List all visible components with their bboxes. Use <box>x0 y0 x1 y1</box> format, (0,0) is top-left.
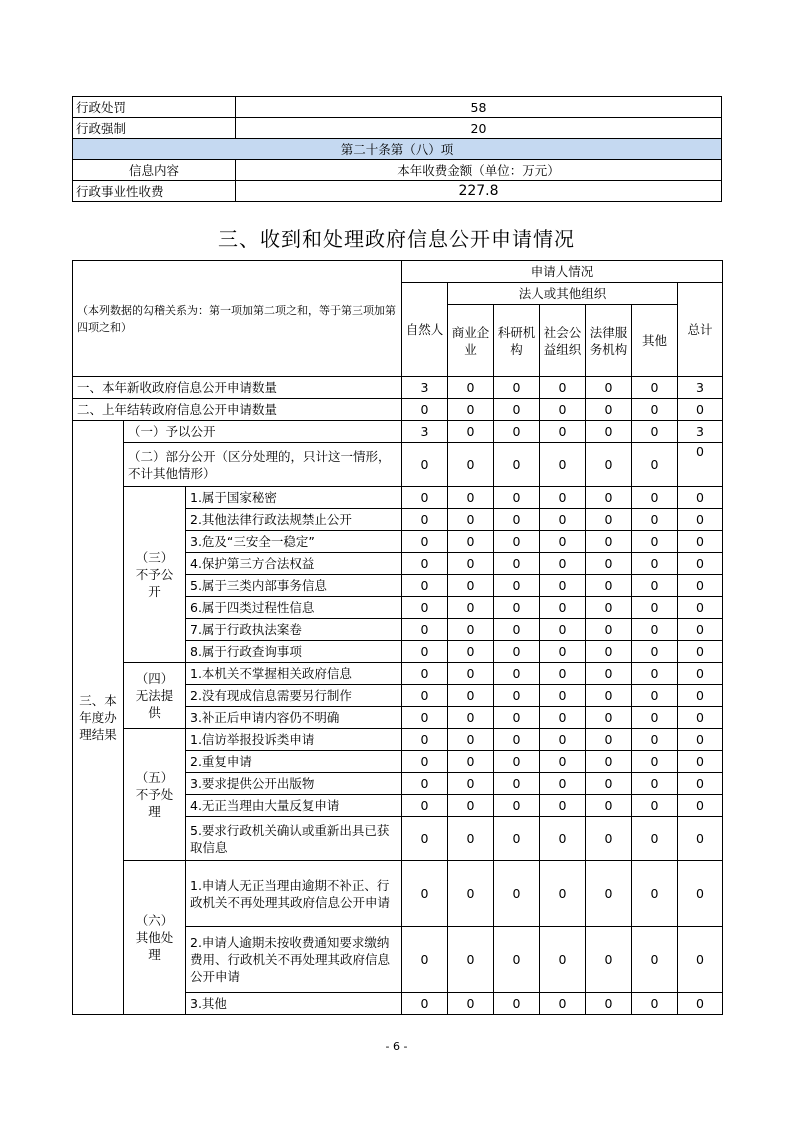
value-cell: 0 <box>540 927 586 993</box>
value-cell: 0 <box>540 641 586 663</box>
col-research: 科研机构 <box>494 305 540 377</box>
page-number: - 6 - <box>385 1040 408 1053</box>
value-cell: 0 <box>402 531 448 553</box>
value-cell: 0 <box>678 619 723 641</box>
value-cell: 0 <box>402 509 448 531</box>
col-legal: 法律服务机构 <box>586 305 632 377</box>
table-row <box>73 97 722 118</box>
value-cell: 0 <box>448 663 494 685</box>
value-cell: 0 <box>494 927 540 993</box>
row-label: 5.要求行政机关确认或重新出具已获取信息 <box>186 817 402 861</box>
value-cell: 0 <box>494 421 540 443</box>
header-label: 信息内容 <box>73 160 236 181</box>
value-cell: 0 <box>678 817 723 861</box>
group-label: （三）不予公开 <box>124 487 186 663</box>
row-label: 3.补正后申请内容仍不明确 <box>186 707 402 729</box>
value-cell: 0 <box>678 597 723 619</box>
value-cell: 3 <box>678 421 723 443</box>
row-label: 2.重复申请 <box>186 751 402 773</box>
value-cell: 0 <box>494 751 540 773</box>
value-cell: 0 <box>494 773 540 795</box>
value-cell: 0 <box>494 619 540 641</box>
value-cell: 0 <box>632 641 678 663</box>
value-cell: 0 <box>494 685 540 707</box>
value-cell: 0 <box>540 729 586 751</box>
value-cell: 0 <box>448 509 494 531</box>
value-cell: 0 <box>494 399 540 421</box>
value-cell: 0 <box>448 795 494 817</box>
row-label: 行政处罚 <box>73 97 236 118</box>
value-cell: 0 <box>632 729 678 751</box>
value-cell: 0 <box>448 531 494 553</box>
value-cell: 0 <box>448 751 494 773</box>
value-cell: 0 <box>678 795 723 817</box>
value-cell: 3 <box>402 421 448 443</box>
value-cell: 0 <box>540 443 586 487</box>
value-cell: 0 <box>586 575 632 597</box>
value-cell: 0 <box>402 553 448 575</box>
value-cell: 0 <box>586 773 632 795</box>
value-cell: 0 <box>540 773 586 795</box>
value-cell: 0 <box>494 487 540 509</box>
header-row <box>73 261 723 283</box>
value-cell: 0 <box>448 399 494 421</box>
value-cell: 0 <box>586 531 632 553</box>
value-cell: 0 <box>586 707 632 729</box>
value-cell: 0 <box>632 509 678 531</box>
value-cell: 0 <box>402 751 448 773</box>
value-cell: 0 <box>494 707 540 729</box>
value-cell: 0 <box>540 399 586 421</box>
value-cell: 0 <box>448 861 494 927</box>
value-cell: 0 <box>586 443 632 487</box>
value-cell: 0 <box>586 685 632 707</box>
value-cell: 0 <box>402 619 448 641</box>
value-cell: 0 <box>586 663 632 685</box>
value-cell: 0 <box>448 707 494 729</box>
col-total: 总计 <box>678 283 723 377</box>
row-label: 7.属于行政执法案卷 <box>186 619 402 641</box>
value-cell: 0 <box>448 443 494 487</box>
value-cell: 0 <box>678 509 723 531</box>
value-cell: 0 <box>678 751 723 773</box>
value-cell: 0 <box>586 421 632 443</box>
value-cell: 0 <box>632 487 678 509</box>
value-cell: 0 <box>402 663 448 685</box>
value-cell: 0 <box>402 399 448 421</box>
value-cell: 0 <box>540 707 586 729</box>
section-header-row <box>73 139 722 160</box>
value-cell: 0 <box>586 487 632 509</box>
row-label: 5.属于三类内部事务信息 <box>186 575 402 597</box>
row-label: 行政强制 <box>73 118 236 139</box>
table-row <box>73 399 723 421</box>
value-cell: 0 <box>402 597 448 619</box>
value-cell: 0 <box>448 773 494 795</box>
value-cell: 0 <box>586 553 632 575</box>
group-label: （四）无法提供 <box>124 663 186 729</box>
table-row <box>73 443 723 487</box>
row-label: 二、上年结转政府信息公开申请数量 <box>73 399 402 421</box>
value-cell: 0 <box>632 993 678 1015</box>
value-cell: 0 <box>678 641 723 663</box>
value-cell: 0 <box>540 795 586 817</box>
row-label: 1.申请人无正当理由逾期不补正、行政机关不再处理其政府信息公开申请 <box>186 861 402 927</box>
row-value: 58 <box>236 97 722 118</box>
value-cell: 0 <box>632 377 678 399</box>
table-row <box>73 861 723 927</box>
value-cell: 0 <box>540 993 586 1015</box>
value-cell: 0 <box>632 443 678 487</box>
value-cell: 0 <box>448 817 494 861</box>
value-cell: 0 <box>586 817 632 861</box>
row-value: 20 <box>236 118 722 139</box>
value-cell: 0 <box>586 399 632 421</box>
value-cell: 3 <box>678 377 723 399</box>
value-cell: 0 <box>402 927 448 993</box>
row-label: 3.危及“三安全一稳定” <box>186 531 402 553</box>
value-cell: 0 <box>632 795 678 817</box>
value-cell: 0 <box>586 597 632 619</box>
value-cell: 0 <box>678 707 723 729</box>
value-cell: 0 <box>678 531 723 553</box>
value-cell: 0 <box>632 751 678 773</box>
section-title: 三、收到和处理政府信息公开申请情况 <box>218 227 575 251</box>
value-cell: 0 <box>402 641 448 663</box>
fee-table <box>72 96 722 202</box>
value-cell: 0 <box>632 575 678 597</box>
table-note: （本列数据的勾稽关系为：第一项加第二项之和，等于第三项加第四项之和） <box>73 261 402 377</box>
value-cell: 0 <box>678 663 723 685</box>
col-business: 商业企业 <box>448 305 494 377</box>
group-label: （五）不予处理 <box>124 729 186 861</box>
section-header: 第二十条第（八）项 <box>73 139 722 160</box>
row-label: 1.信访举报投诉类申请 <box>186 729 402 751</box>
value-cell: 0 <box>448 927 494 993</box>
value-cell: 0 <box>402 817 448 861</box>
value-cell: 0 <box>586 993 632 1015</box>
value-cell: 0 <box>540 817 586 861</box>
value-cell: 0 <box>540 377 586 399</box>
table-row <box>73 729 723 751</box>
row-label: 2.没有现成信息需要另行制作 <box>186 685 402 707</box>
value-cell: 0 <box>540 619 586 641</box>
value-cell: 0 <box>678 927 723 993</box>
value-cell: 0 <box>540 487 586 509</box>
value-cell: 0 <box>402 729 448 751</box>
col-social: 社会公益组织 <box>540 305 586 377</box>
value-cell: 0 <box>540 531 586 553</box>
value-cell: 0 <box>494 641 540 663</box>
table-row <box>73 181 722 202</box>
value-cell: 0 <box>678 993 723 1015</box>
applicant-header: 申请人情况 <box>402 261 723 283</box>
value-cell: 0 <box>448 597 494 619</box>
table-row <box>73 421 723 443</box>
value-cell: 0 <box>402 443 448 487</box>
value-cell: 0 <box>632 685 678 707</box>
value-cell: 0 <box>494 377 540 399</box>
value-cell: 0 <box>540 751 586 773</box>
value-cell: 0 <box>632 663 678 685</box>
value-cell: 0 <box>632 597 678 619</box>
value-cell: 0 <box>448 729 494 751</box>
value-cell: 0 <box>632 421 678 443</box>
value-cell: 0 <box>402 795 448 817</box>
value-cell: 0 <box>678 729 723 751</box>
value-cell: 0 <box>402 487 448 509</box>
value-cell: 0 <box>540 553 586 575</box>
value-cell: 0 <box>402 993 448 1015</box>
value-cell: 0 <box>586 509 632 531</box>
value-cell: 0 <box>402 707 448 729</box>
value-cell: 0 <box>586 377 632 399</box>
value-cell: 0 <box>494 575 540 597</box>
legal-header: 法人或其他组织 <box>448 283 678 305</box>
value-cell: 0 <box>494 509 540 531</box>
value-cell: 0 <box>586 619 632 641</box>
value-cell: 0 <box>586 927 632 993</box>
value-cell: 0 <box>678 553 723 575</box>
table-row <box>73 663 723 685</box>
value-cell: 0 <box>402 575 448 597</box>
value-cell: 0 <box>494 817 540 861</box>
value-cell: 0 <box>494 861 540 927</box>
value-cell: 0 <box>448 377 494 399</box>
value-cell: 0 <box>540 685 586 707</box>
application-table <box>72 260 723 1015</box>
value-cell: 0 <box>494 553 540 575</box>
row-label: 1.本机关不掌握相关政府信息 <box>186 663 402 685</box>
value-cell: 0 <box>540 421 586 443</box>
value-cell: 0 <box>540 575 586 597</box>
row-label: 1.属于国家秘密 <box>186 487 402 509</box>
value-cell: 0 <box>448 421 494 443</box>
value-cell: 0 <box>540 663 586 685</box>
value-cell: 0 <box>586 751 632 773</box>
value-cell: 0 <box>494 531 540 553</box>
value-cell: 0 <box>632 531 678 553</box>
col-other: 其他 <box>632 305 678 377</box>
value-cell: 0 <box>678 773 723 795</box>
value-cell: 0 <box>448 685 494 707</box>
value-cell: 0 <box>586 861 632 927</box>
table-header-row <box>73 160 722 181</box>
value-cell: 0 <box>678 487 723 509</box>
header-value: 本年收费金额（单位：万元） <box>236 160 722 181</box>
value-cell: 0 <box>540 861 586 927</box>
value-cell: 0 <box>402 685 448 707</box>
value-cell: 0 <box>448 487 494 509</box>
value-cell: 0 <box>678 861 723 927</box>
value-cell: 0 <box>632 773 678 795</box>
value-cell: 0 <box>632 927 678 993</box>
value-cell: 0 <box>494 597 540 619</box>
value-cell: 0 <box>678 399 723 421</box>
value-cell: 0 <box>402 773 448 795</box>
value-cell: 0 <box>448 553 494 575</box>
value-cell: 0 <box>678 575 723 597</box>
fee-value: 227.8 <box>236 181 722 202</box>
value-cell: 0 <box>632 619 678 641</box>
value-cell: 0 <box>632 817 678 861</box>
value-cell: 0 <box>494 993 540 1015</box>
table-row <box>73 118 722 139</box>
value-cell: 0 <box>540 509 586 531</box>
row-label: 3.要求提供公开出版物 <box>186 773 402 795</box>
value-cell: 0 <box>402 861 448 927</box>
value-cell: 0 <box>678 685 723 707</box>
value-cell: 0 <box>632 399 678 421</box>
results-label: 三、本年度办理结果 <box>73 421 124 1015</box>
table-row <box>73 377 723 399</box>
table-row <box>73 487 723 509</box>
value-cell: 0 <box>448 619 494 641</box>
value-cell: 0 <box>494 663 540 685</box>
group-label: （六）其他处理 <box>124 861 186 1015</box>
row-label: 4.无正当理由大量反复申请 <box>186 795 402 817</box>
row-label: 6.属于四类过程性信息 <box>186 597 402 619</box>
row-label: 2.其他法律行政法规禁止公开 <box>186 509 402 531</box>
row-label: （二）部分公开（区分处理的，只计这一情形，不计其他情形） <box>124 443 402 487</box>
value-cell: 0 <box>632 553 678 575</box>
value-cell: 0 <box>586 729 632 751</box>
value-cell: 3 <box>402 377 448 399</box>
value-cell: 0 <box>448 641 494 663</box>
row-label: 2.申请人逾期未按收费通知要求缴纳费用、行政机关不再处理其政府信息公开申请 <box>186 927 402 993</box>
value-cell: 0 <box>586 795 632 817</box>
row-label: 3.其他 <box>186 993 402 1015</box>
value-cell: 0 <box>494 795 540 817</box>
value-cell: 0 <box>448 993 494 1015</box>
value-cell: 0 <box>586 641 632 663</box>
value-cell: 0 <box>448 575 494 597</box>
row-label: 4.保护第三方合法权益 <box>186 553 402 575</box>
value-cell: 0 <box>632 861 678 927</box>
col-natural: 自然人 <box>402 283 448 377</box>
value-cell: 0 <box>494 443 540 487</box>
row-label: （一）予以公开 <box>124 421 402 443</box>
fee-label: 行政事业性收费 <box>73 181 236 202</box>
row-label: 一、本年新收政府信息公开申请数量 <box>73 377 402 399</box>
row-label: 8.属于行政查询事项 <box>186 641 402 663</box>
value-cell: 0 <box>678 443 723 487</box>
value-cell: 0 <box>540 597 586 619</box>
value-cell: 0 <box>494 729 540 751</box>
value-cell: 0 <box>632 707 678 729</box>
